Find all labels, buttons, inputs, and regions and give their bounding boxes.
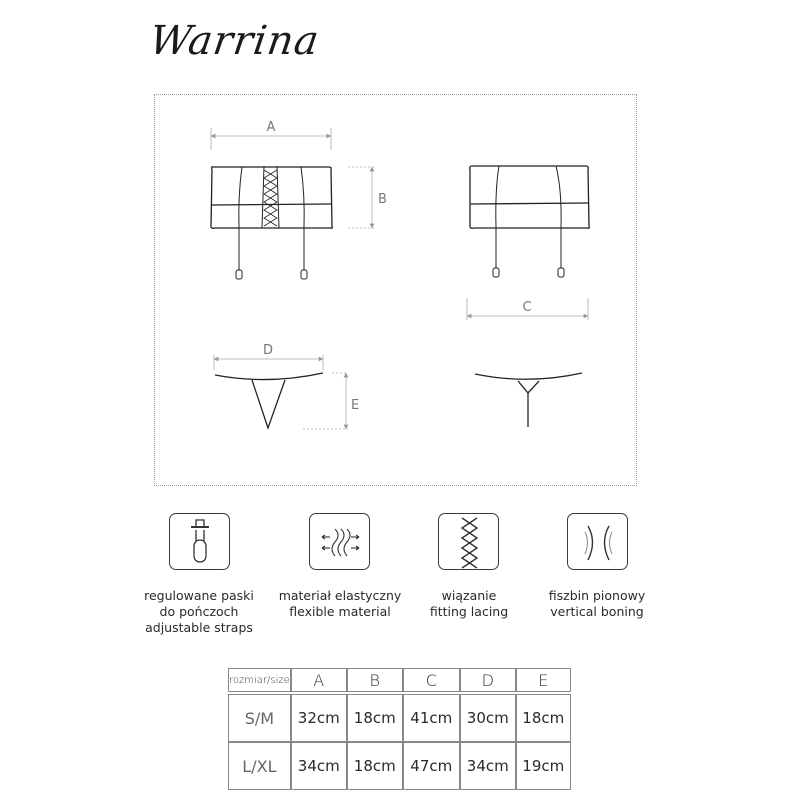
dim-label-a: A bbox=[266, 120, 276, 135]
header-size: rozmiar/size bbox=[228, 668, 291, 692]
dim-label-c: C bbox=[522, 300, 532, 315]
thong-front-view bbox=[214, 355, 348, 429]
dim-label-e: E bbox=[351, 398, 360, 413]
garter-clip-icon bbox=[169, 513, 230, 570]
dim-label-d: D bbox=[262, 343, 274, 358]
size-table-header bbox=[228, 668, 571, 692]
size-table bbox=[228, 668, 571, 790]
size-label: S/M bbox=[228, 694, 291, 742]
header-b: B bbox=[347, 668, 403, 692]
cell-a: 32cm bbox=[291, 694, 347, 742]
belt-front-view bbox=[211, 128, 374, 279]
cell-e: 19cm bbox=[516, 742, 571, 790]
cell-d: 34cm bbox=[460, 742, 516, 790]
cell-d: 30cm bbox=[460, 694, 516, 742]
feature-label-lacing: wiązanie fitting lacing bbox=[429, 588, 509, 619]
belt-back-view bbox=[467, 166, 589, 320]
cell-b: 18cm bbox=[347, 694, 403, 742]
cell-e: 18cm bbox=[516, 694, 571, 742]
thong-back-view bbox=[475, 373, 582, 427]
header-e: E bbox=[516, 668, 571, 692]
dim-label-b: B bbox=[378, 192, 387, 207]
feature-label-material: materiał elastyczny flexible material bbox=[278, 588, 402, 619]
stretch-wave-icon bbox=[309, 513, 370, 570]
cell-c: 41cm bbox=[403, 694, 460, 742]
table-row bbox=[228, 694, 571, 742]
feature-label-boning: fiszbin pionowy vertical boning bbox=[548, 588, 646, 619]
header-d: D bbox=[460, 668, 516, 692]
table-row bbox=[228, 742, 571, 790]
header-a: A bbox=[291, 668, 347, 692]
header-c: C bbox=[403, 668, 460, 692]
feature-label-straps: regulowane paski do pończoch adjustable straps bbox=[144, 588, 254, 635]
cell-c: 47cm bbox=[403, 742, 460, 790]
boning-curves-icon bbox=[567, 513, 628, 570]
lacing-cross-icon bbox=[438, 513, 499, 570]
cell-a: 34cm bbox=[291, 742, 347, 790]
product-title: Warrina bbox=[146, 18, 323, 64]
cell-b: 18cm bbox=[347, 742, 403, 790]
size-label: L/XL bbox=[228, 742, 291, 790]
